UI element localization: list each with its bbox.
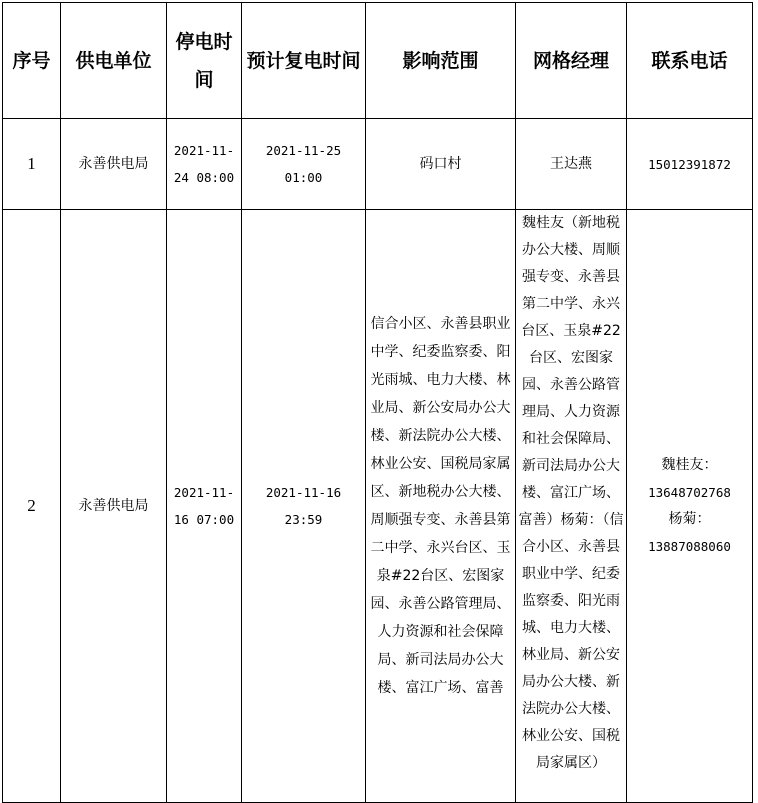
table-row (3, 119, 753, 210)
header-unit: 供电单位 (61, 3, 167, 119)
header-outage-time: 停电时间 (167, 3, 242, 119)
row-area: 信合小区、永善县职业中学、纪委监察委、阳光雨城、电力大楼、林业局、新公安局办公大楼、新法院办公大楼、林业公安、国税局家属区、新地税办公大楼、周顺强专变、永善县第二中学、永兴台区、玉泉#22台区、宏图家园、永善公路管理局、人力资源和社会保障局、新司法局办公大楼、富江广场、富善 (370, 316, 511, 696)
row-seq: 1 (3, 119, 61, 210)
row-phone: 15012391872 (627, 119, 753, 210)
power-outage-table (2, 2, 753, 803)
header-row (3, 3, 753, 119)
row-unit: 永善供电局 (61, 210, 167, 803)
row-outage-time: 2021-11-24 08:00 (173, 143, 235, 185)
row-manager: 魏桂友（新地税办公大楼、周顺强专变、永善县第二中学、永兴台区、玉泉#22台区、宏图家园、永善公路管理局、人力资源和社会保障局、新司法局办公大楼、富江广场、富善）杨菊：（信合小区、永善县职业中学、纪委监察委、阳光雨城、电力大楼、林业局、新公安局办公大楼、新法院办公大楼、林业公安、国税局家属区） (518, 215, 624, 771)
table-row (3, 210, 753, 803)
header-phone: 联系电话 (627, 3, 753, 119)
header-manager: 网格经理 (516, 3, 627, 119)
contact-name: 魏桂友： (661, 457, 718, 473)
row-restore-time: 2021-11-16 23:59 (265, 485, 342, 527)
row-restore-time: 2021-11-25 01:00 (265, 143, 342, 185)
row-seq: 2 (3, 210, 61, 803)
row-unit: 永善供电局 (61, 119, 167, 210)
contact-phone: 13887088060 (648, 539, 731, 554)
row-area: 码口村 (366, 119, 516, 210)
contact-name: 杨菊： (668, 511, 711, 527)
header-seq: 序号 (3, 3, 61, 119)
header-restore-time: 预计复电时间 (242, 3, 366, 119)
contact-list (627, 452, 752, 560)
contact-phone: 13648702768 (648, 485, 731, 500)
row-outage-time: 2021-11-16 07:00 (173, 485, 235, 527)
header-area: 影响范围 (366, 3, 516, 119)
row-manager: 王达燕 (516, 119, 627, 210)
